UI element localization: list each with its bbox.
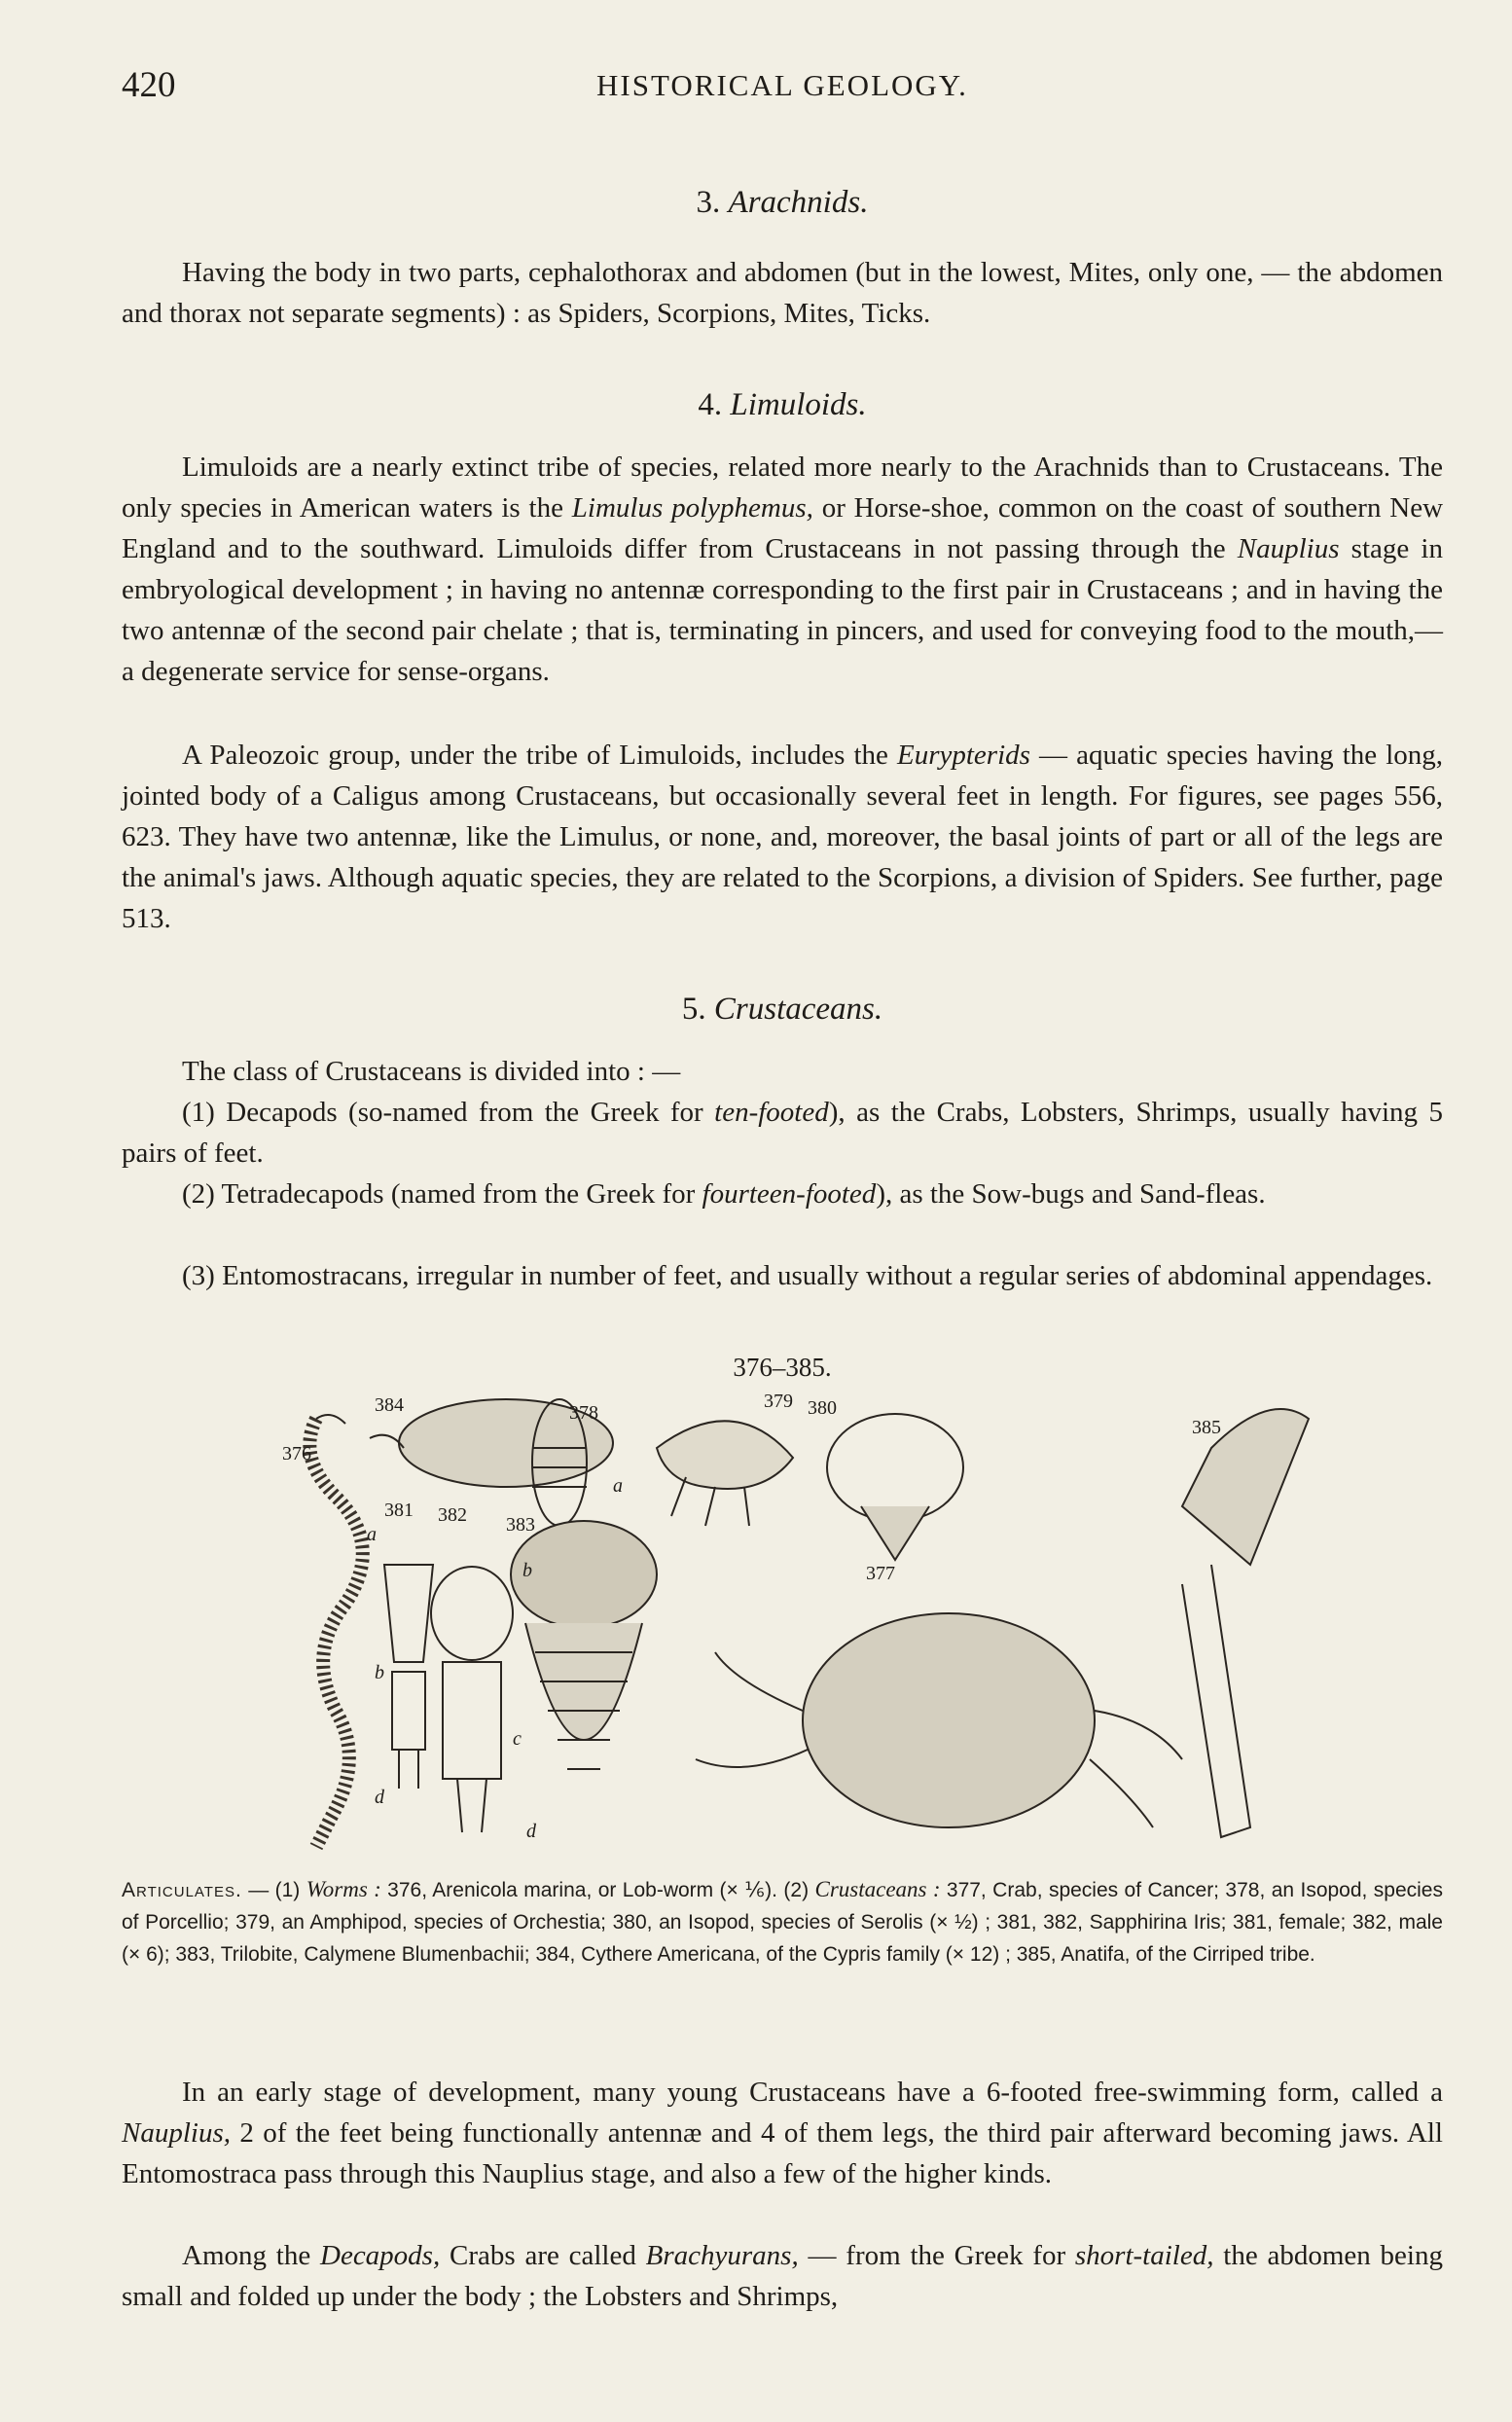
italic-run: Nauplius: [1237, 533, 1340, 564]
section-heading-arachnids: [122, 185, 1443, 221]
figure-label-a: a: [613, 1475, 623, 1497]
figure-label-378: 378: [569, 1402, 598, 1424]
text-run: Limuloids are a nearly extinct tribe of species, related more nearly to the Arachnids than to Crustaceans. The only species in American waters is the: [122, 452, 1443, 524]
articulates-figure: [277, 1390, 1333, 1855]
text-run: — aquatic species having the long, jointed body of a Caligus among Crustaceans, but occasionally several feet in length. For figures, see pages 556, 623. They have two antennæ, like the Limulus, or none, and, moreover, the basal joints of part or all of the legs are the animal's jaws. Although aquatic species, they are related to the Scorpions, a division of Spiders. See further, page 513.: [122, 740, 1443, 934]
figure-label-382: 382: [438, 1504, 467, 1526]
figure-label-384: 384: [375, 1394, 404, 1416]
italic-run: ten-footed: [714, 1097, 829, 1128]
text-run: 376, Arenicola marina, or Lob-worm (× ⅙). (2): [380, 1879, 815, 1901]
section-title: Crustaceans.: [713, 992, 883, 1027]
text-run: or Horse-shoe, common on the coast of southern New England and to the southward. Limuloids differ from Crustaceans in not passing through the: [122, 492, 1444, 564]
figure-label-377: 377: [866, 1563, 895, 1584]
paragraph-arachnids: Having the body in two parts, cephalothorax and abdomen (but in the lowest, Mites, only one, — the abdomen and thorax not separate segments) : as Spiders, Scorpions, Mites, Ticks.: [122, 257, 1443, 329]
figure-label-c: c: [513, 1728, 522, 1750]
text-run: Among the: [182, 2240, 320, 2271]
paragraph-nauplius: [122, 2072, 1443, 2194]
text-run: 377, Crab, species of Cancer; 378, an Isopod, species of Porcellio; 379, an Amphipod, species of Orchestia; 380, an Isopod, species of Serolis (× ½) ; 381, 382, Sapphirina Iris; 381, female; 382, male (× 6); 383, Trilobite, Calymene Blumenbachii; 384, Cythere Americana, of the Cypris family (× 12) ; 385, Anatifa, of the Cirriped tribe.: [122, 1879, 1443, 1966]
section-number: 3.: [696, 185, 721, 220]
crustaceans-intro: The class of Crustaceans is divided into : —: [182, 1056, 681, 1087]
figure-illustration: [277, 1390, 1333, 1855]
italic-run: Nauplius,: [122, 2117, 231, 2149]
serolis-drawing: [827, 1414, 963, 1560]
paragraph-limuloids-2: [122, 735, 1443, 939]
paragraph-decapods: [122, 2235, 1443, 2317]
text-run: Crabs are called: [440, 2240, 646, 2271]
text-run: — (1): [241, 1879, 306, 1901]
section-heading-crustaceans: [122, 992, 1443, 1028]
figure-number: 376–385.: [733, 1353, 832, 1382]
italic-run: Limulus polyphemus,: [571, 492, 813, 524]
text-run: (2) Tetradecapods (named from the Greek for: [182, 1178, 702, 1210]
crab-drawing: [696, 1613, 1182, 1827]
text-run: In an early stage of development, many young Crustaceans have a 6-footed free-swimming form, called a: [182, 2077, 1443, 2108]
figure-label-376: 376: [282, 1443, 311, 1464]
italic-run: Decapods,: [320, 2240, 441, 2271]
text-run: A Paleozoic group, under the tribe of Limuloids, includes the: [182, 740, 897, 771]
crustaceans-item-1: [122, 1092, 1443, 1174]
section-title: Arachnids.: [728, 185, 869, 220]
running-title: HISTORICAL GEOLOGY.: [596, 68, 968, 102]
figure-label-385: 385: [1192, 1417, 1221, 1438]
section-title: Limuloids.: [730, 387, 867, 422]
section-number: 4.: [698, 387, 723, 422]
trilobite-drawing: [511, 1521, 657, 1769]
figure-caption: [122, 1873, 1443, 1970]
sapphirina-male-drawing: [431, 1567, 513, 1832]
crustaceans-item-2: [122, 1174, 1443, 1214]
paragraph-limuloids-1: [122, 447, 1443, 692]
figure-label-383: 383: [506, 1514, 535, 1536]
italic-run: Crustaceans :: [814, 1877, 941, 1901]
figure-label-d: d: [375, 1787, 384, 1808]
text-run: stage in embryological development ; in having no antennæ corresponding to the first pair in Crustaceans ; and in having the two antennæ of the second pair chelate ; that is, terminating in pincers, and used for conveying food to the mouth,— a degenerate service for sense-organs.: [122, 533, 1443, 687]
caption-lead: Articulates.: [122, 1879, 242, 1901]
text-run: — from the Greek for: [798, 2240, 1075, 2271]
page-header: [122, 64, 1443, 111]
italic-run: Eurypterids: [897, 740, 1030, 771]
sapphirina-female-drawing: [384, 1565, 433, 1789]
text-run: ), as the Crabs, Lobsters, Shrimps, usually having 5 pairs of feet.: [122, 1097, 1443, 1169]
text-run: the abdomen being small and folded up under the body ; the Lobsters and Shrimps,: [122, 2240, 1443, 2312]
text-run: (1) Decapods (so-named from the Greek for: [182, 1097, 715, 1128]
figure-label-b: b: [375, 1662, 384, 1683]
text-run: ), as the Sow-bugs and Sand-fleas.: [876, 1178, 1266, 1210]
page-number: 420: [122, 65, 176, 105]
section-number: 5.: [681, 992, 706, 1027]
figure-label-b: b: [522, 1560, 532, 1581]
italic-run: Brachyurans,: [645, 2240, 799, 2271]
figure-label-379: 379: [764, 1391, 793, 1412]
text-run: 2 of the feet being functionally antennæ and 4 of them legs, the third pair afterward becoming jaws. All Entomostraca pass through this Nauplius stage, and also a few of the higher kinds.: [122, 2117, 1443, 2189]
figure-label-381: 381: [384, 1500, 414, 1521]
italic-run: Worms :: [306, 1877, 381, 1901]
figure-label-d: d: [526, 1821, 536, 1842]
lob-worm-drawing: [309, 1415, 362, 1847]
anatifa-drawing: [1182, 1409, 1309, 1837]
amphipod-drawing: [657, 1421, 793, 1526]
figure-label-380: 380: [808, 1397, 837, 1419]
section-heading-limuloids: [122, 387, 1443, 423]
figure-label-a: a: [367, 1524, 377, 1545]
italic-run: short-tailed,: [1074, 2240, 1214, 2271]
italic-run: fourteen-footed: [702, 1178, 877, 1210]
crustaceans-item-3: (3) Entomostracans, irregular in number of feet, and usually without a regular series of abdominal appendages.: [182, 1260, 1433, 1291]
